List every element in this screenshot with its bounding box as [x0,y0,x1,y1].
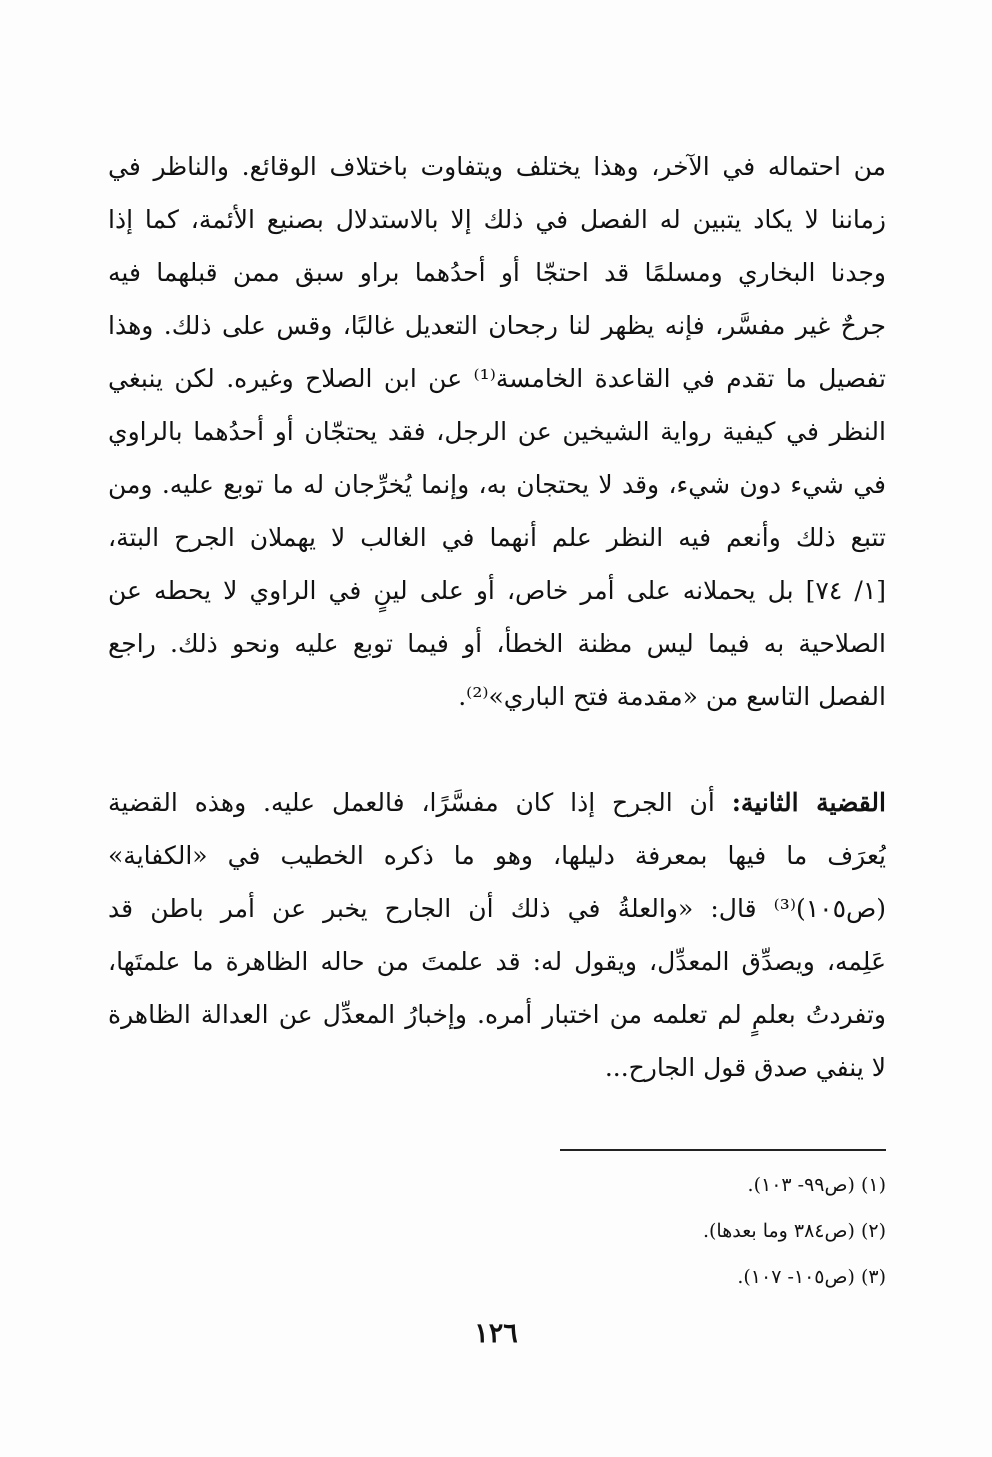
text-line-first [108,776,886,829]
footnote-1: (١) (ص٩٩- ١٠٣). [747,1174,886,1196]
text-line: تفصيل ما تقدم في القاعدة الخامسة⁽¹⁾ عن ابن الصلاح وغيره. لكن ينبغي [108,364,886,393]
text-line: زماننا لا يكاد يتبين له الفصل في ذلك إلا بالاستدلال بصنيع الأئمة، كما إذا [108,205,886,234]
text-line: تتبع ذلك وأنعم فيه النظر علم أنهما في الغالب لا يهملان الجرح البتة، [108,523,886,552]
text-line: جرحٌ غير مفسَّر، فإنه يظهر لنا رجحان التعديل غالبًا، وقس على ذلك. وهذا [108,311,886,340]
footnote-divider [560,1149,886,1151]
text-line: من احتماله في الآخر، وهذا يختلف ويتفاوت باختلاف الوقائع. والناظر في [108,152,886,181]
text-line: عَلِمه، ويصدِّق المعدِّل، ويقول له: قد علمتَ من حاله الظاهرة ما علمتَها، [108,947,886,976]
paragraph-1 [108,140,886,723]
section-term: القضية الثانية: [731,788,886,817]
text-line: [١/ ٧٤] بل يحملانه على أمر خاص، أو على لينٍ في الراوي لا يحطه عن [108,576,886,605]
text-line: يُعرَف ما فيها بمعرفة دليلها، وهو ما ذكره الخطيب في «الكفاية» [108,841,886,870]
paragraph-2 [108,776,886,1094]
footnotes [560,1162,886,1300]
text-line: الفصل التاسع من «مقدمة فتح الباري»⁽²⁾. [458,682,886,711]
footnote-2: (٢) (ص٣٨٤ وما بعدها). [702,1220,886,1242]
text-line: (ص١٠٥)⁽³⁾ قال: «والعلةُ في ذلك أن الجارح يخبر عن أمر باطن قد [108,894,886,923]
text-line: وتفردتُ بعلمٍ لم تعلمه من اختبار أمره. وإخبارُ المعدِّل عن العدالة الظاهرة [108,1000,886,1029]
text-line: في شيء دون شيء، وقد لا يحتجان به، وإنما يُخرِّجان له ما توبع عليه. ومن [108,470,886,499]
text-line-rest: أن الجرح إذا كان مفسَّرًا، فالعمل عليه. وهذه القضية [108,788,732,817]
text-line: لا ينفي صدق قول الجارح... [604,1053,886,1082]
text-line: النظر في كيفية رواية الشيخين عن الرجل، فقد يحتجّان أو أحدُهما بالراوي [108,417,886,446]
text-line: الصلاحية به فيما ليس مظنة الخطأ، أو فيما توبع عليه ونحو ذلك. راجع [108,629,886,658]
page-number: ١٢٦ [474,1318,518,1349]
footnote-3: (٣) (ص١٠٥- ١٠٧). [737,1266,886,1288]
text-line: وجدنا البخاري ومسلمًا قد احتجّا أو أحدُهما براو سبق ممن قبلهما فيه [108,258,886,287]
